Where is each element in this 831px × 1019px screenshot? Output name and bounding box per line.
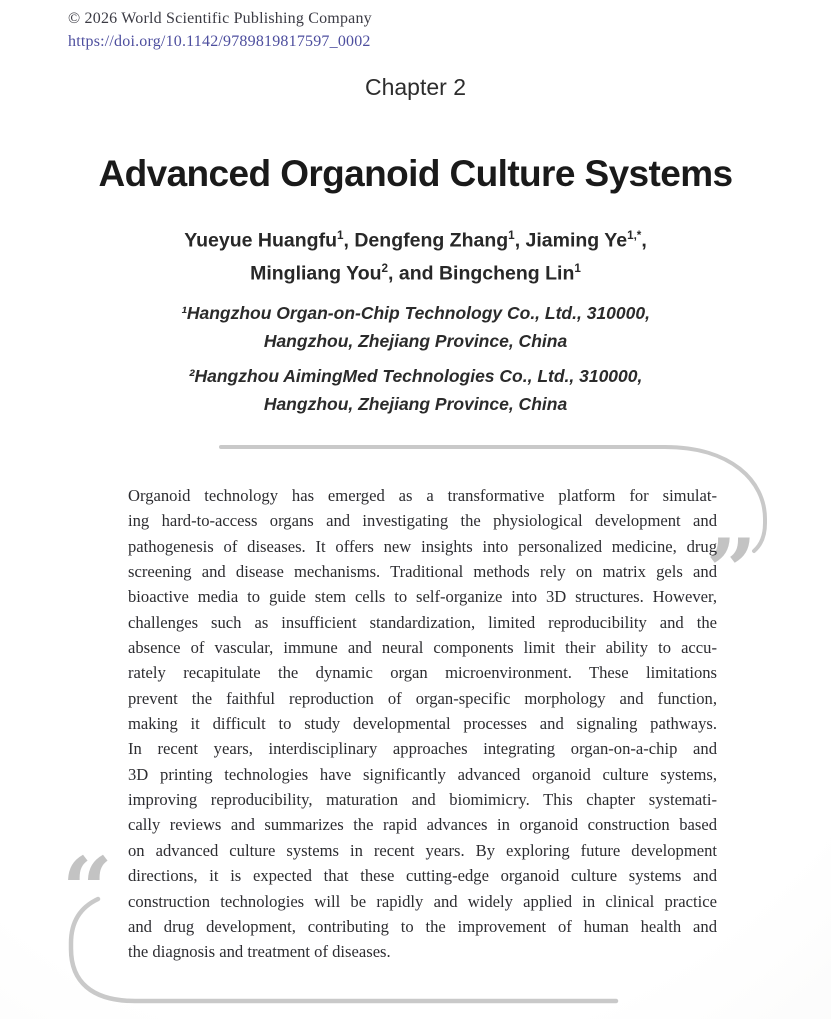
affiliation-1-line-2: Hangzhou, Zhejiang Province, China	[263, 331, 568, 351]
front-matter	[68, 7, 372, 53]
abstract-line: making it difficult to study developmental processes and signaling pathways.	[128, 714, 717, 734]
page-title: Advanced Organoid Culture Systems	[98, 153, 733, 194]
close-quote-icon: ”	[706, 519, 757, 623]
abstract-line: pathogenesis of diseases. It offers new insights into personalized medicine, drug	[128, 536, 717, 556]
authors-line-1: Yueyue Huangfu$^1$, Dengfeng Zhang$^1$, Jiaming $Ye^{1,*}$,	[184, 229, 647, 252]
authors-line-2: Mingliang You$^2$, and Bingcheng Lin$^1$	[250, 261, 581, 284]
abstract-line: In recent years, interdisciplinary approaches integrating organ-on-a-chip and	[128, 739, 717, 759]
abstract-line: the diagnosis and treatment of diseases.	[128, 942, 391, 962]
abstract-line: Organoid technology has emerged as a transformative platform for simulat-	[128, 486, 717, 505]
abstract	[128, 483, 717, 965]
abstract-line: construction technologies will be rapidly and widely applied in clinical practice	[128, 891, 717, 911]
abstract-line: on advanced culture systems in recent years. By exploring future development	[128, 840, 717, 860]
abstract-line: bioactive media to guide stem cells to self-organize into 3D structures. However,	[128, 587, 717, 607]
abstract-line: and drug development, contributing to the improvement of human health and	[128, 916, 717, 936]
affiliation-1-line-1: ¹Hangzhou Organ-on-Chip Technology Co., Ltd., 310000,	[181, 303, 650, 323]
abstract-line: cally reviews and summarizes the rapid advances in organoid construction based	[128, 815, 717, 835]
abstract-line: challenges such as insufficient standardization, limited reproducibility and the	[128, 612, 717, 632]
abstract-line: 3D printing technologies have significantly advanced organoid culture systems,	[128, 764, 717, 784]
affiliation-2	[0, 362, 831, 418]
doi-link[interactable]: https://doi.org/10.1142/9789819817597_0002	[68, 33, 371, 50]
authors-block	[0, 222, 831, 287]
abstract-line: screening and disease mechanisms. Traditional methods rely on matrix gels and	[128, 562, 717, 582]
copyright-line: © 2026 World Scientific Publishing Company	[68, 10, 372, 27]
abstract-line: absence of vascular, immune and neural components limit their ability to accu-	[128, 638, 717, 658]
abstract-line: ing hard-to-access organs and investigating the physiological development and	[128, 511, 717, 531]
affiliations-block	[0, 299, 831, 418]
affiliation-2-line-2: Hangzhou, Zhejiang Province, China	[263, 394, 568, 414]
abstract-line: rately recapitulate the dynamic organ microenvironment. These limitations	[128, 663, 717, 683]
affiliation-1	[0, 299, 831, 355]
abstract-line: directions, it is expected that these cutting-edge organoid culture systems and	[128, 866, 717, 886]
open-quote-icon: “	[62, 837, 113, 941]
abstract-line: improving reproducibility, maturation and biomimicry. This chapter systemati-	[128, 790, 717, 810]
abstract-line: prevent the faithful reproduction of organ-specific morphology and function,	[128, 688, 717, 708]
affiliation-2-line-1: ²Hangzhou AimingMed Technologies Co., Ltd., 310000,	[188, 366, 643, 386]
chapter-label: Chapter 2	[364, 74, 466, 100]
